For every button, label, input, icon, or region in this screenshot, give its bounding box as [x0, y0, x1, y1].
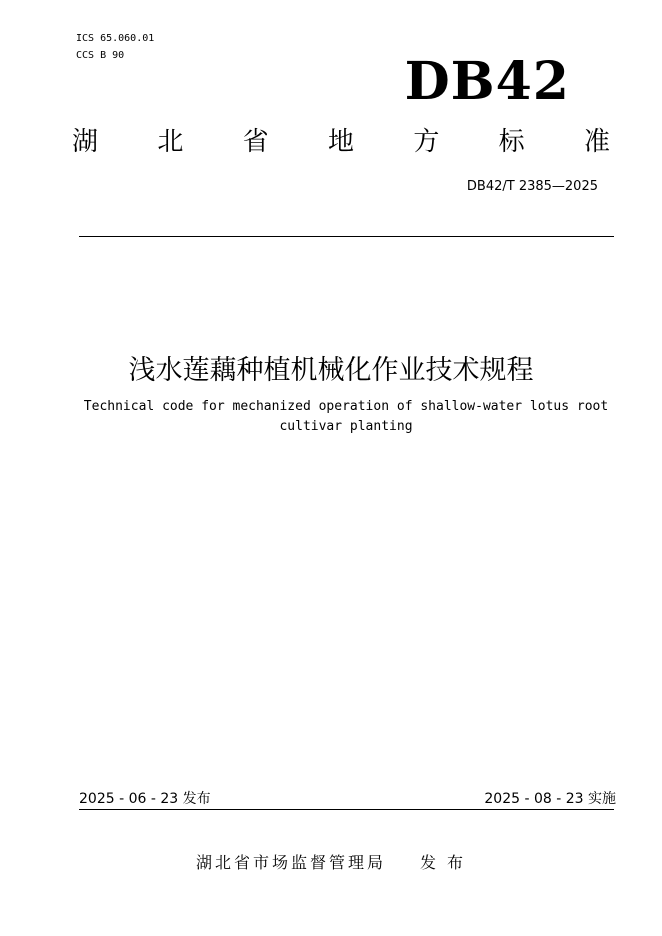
- ics-code: ICS 65.060.01: [76, 33, 155, 44]
- standard-type-char: 方: [413, 127, 440, 157]
- standard-type-char: 地: [327, 127, 354, 157]
- title-english: Technical code for mechanized operation of shallow-water lotus root cultivar planting: [83, 399, 609, 434]
- standard-type-heading: [72, 124, 610, 160]
- standard-type-char: 省: [242, 127, 269, 157]
- publisher-line: [0, 852, 662, 874]
- standard-number: DB42/T 2385—2025: [466, 179, 598, 194]
- title-chinese: 浅水莲藕种植机械化作业技术规程: [128, 355, 534, 386]
- standard-type-char: 北: [157, 127, 184, 157]
- standard-type-char: 准: [583, 127, 610, 157]
- implementation-date: 2025 - 08 - 23 实施: [484, 791, 616, 807]
- standard-logo: DB42: [404, 51, 570, 112]
- ccs-code: CCS B 90: [76, 50, 125, 61]
- standard-type-char: 湖: [72, 127, 99, 157]
- standard-type-char: 标: [498, 127, 525, 157]
- publisher-name: 湖北省市场监督管理局: [195, 853, 386, 872]
- issue-date: 2025 - 06 - 23 发布: [79, 791, 211, 807]
- publish-label: 发 布: [419, 853, 467, 872]
- footer-divider: [79, 809, 614, 810]
- header-divider: [79, 236, 614, 237]
